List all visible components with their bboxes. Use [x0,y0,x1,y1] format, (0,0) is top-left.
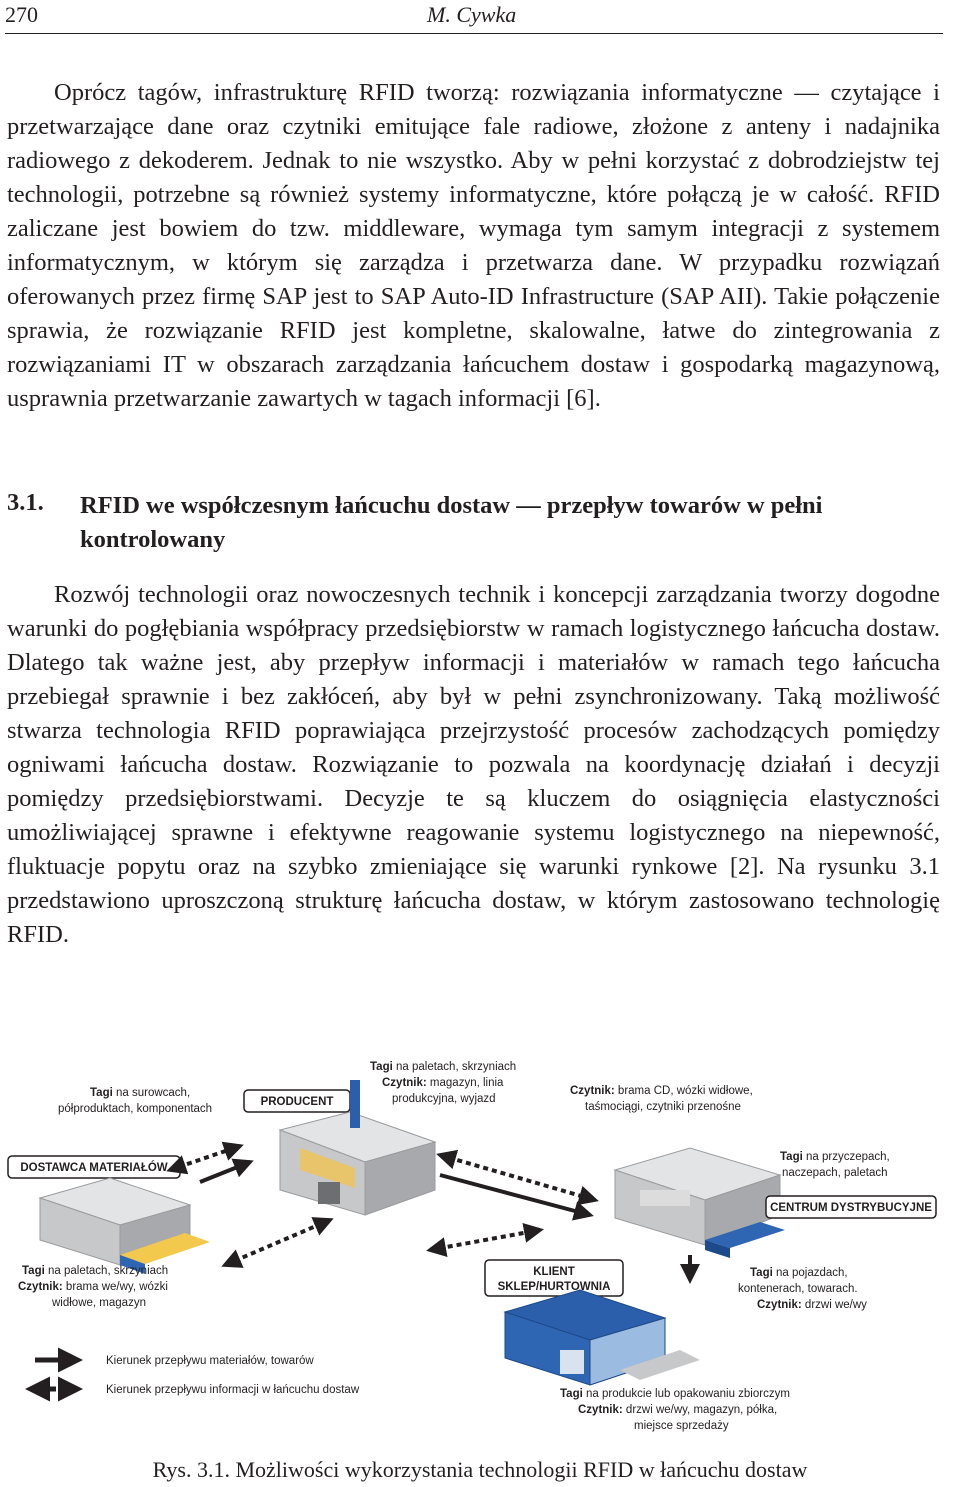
vehicle-reader-note: Czytnik: drzwi we/wy [757,1299,867,1311]
supplier-label: DOSTAWCA MATERIAŁÓW [20,1162,168,1174]
legend-info-flow-label: Kierunek przepływu informacji w łańcuchu dostaw [106,1384,360,1396]
producer-reader-note-line3: produkcyjna, wyjazd [392,1093,496,1105]
client-label-line2: SKLEP/HURTOWNIA [497,1281,611,1293]
section-title: RFID we współczesnym łańcuchu dostaw — przepływ towarów w pełni kontrolowany [80,492,823,553]
producer-tag-note: Tagi na paletach, skrzyniach [370,1061,517,1073]
raw-materials-tag-note: Tagi na surowcach, [90,1087,191,1099]
producer-reader-note: Czytnik: magazyn, linia [382,1077,504,1089]
distribution-center-label: CENTRUM DYSTRYBUCYJNE [770,1202,932,1214]
vehicle-tag-note-line2: kontenerach, towarach. [738,1283,858,1295]
supplier-reader-note-line3: widłowe, magazyn [52,1297,146,1309]
info-flow-arrow-producer-supplier [225,1220,330,1265]
paragraph-supply-chain: Rozwój technologii oraz nowoczesnych technik i koncepcji zarządzania tworzy dogodne warunki do pogłębiania współpracy przedsiębiorstw w ramach logistycznego łańcucha dostaw. Dlatego tak ważne jest, aby przepływ informacji i materiałów w ramach tego łańcucha przebiegał sprawnie i bez zakłóceń, aby był w pełni zsynchronizowany. Taką możliwość stwarza technologia RFID poprawiająca przejrzystość procesów zachodzących pomiędzy ogniwami łańcucha dostaw. Rozwiązanie to pozwala na koordynację działań i decyzji pomiędzy przedsiębiorstwami. Decyzje te są kluczem do osiągnięcia elastyczności umożliwiającej sprawne i efektywne reagowanie systemu logistycznego na niepewność, fluktuacje popytu oraz na szybko zmieniające się warunki rynkowe [2]. Na rysunku 3.1 przedstawiono uproszczoną strukturę łańcucha dostaw, w którym zastosowano technologię RFID. [7,581,940,948]
vehicle-tag-note: Tagi na pojazdach, [750,1267,848,1279]
paragraph-rfid-infrastructure: Oprócz tagów, infrastrukturę RFID tworzą: rozwiązania informatyczne — czytające i przetwarzające dane oraz czytniki emitujące fale radiowe, złożone z anteny i nadajnika radiowego z dekoderem. Jednak to nie wszystko. Aby w pełni korzystać z dobrodziejstw tej technologii, potrzebne są również systemy informatyczne, które połączą je w całość. RFID zaliczane jest bowiem do tzw. middleware, wymaga tym samym integracji z systemem informatycznym, w którym się zarządza i przetwarza dane. W przypadku rozwiązań oferowanych przez firmę SAP jest to SAP Auto-ID Infrastructure (SAP AII). Takie połączenie sprawia, że rozwiązanie RFID jest kompletne, skalowalne, łatwe do zintegrowania z rozwiązaniami IT w obszarach zarządzania łańcuchem dostaw i gospodarką magazynową, usprawnia przetwarzanie zawartych w tagach informacji [6]. [7,79,940,412]
dc-tag-note: Tagi na przyczepach, [780,1151,890,1163]
page-number: 270 [5,2,38,27]
client-label-line1: KLIENT [533,1266,575,1278]
dc-reader-note-line2: taśmociągi, czytniki przenośne [585,1101,741,1113]
info-flow-arrow-supplier-producer [170,1146,240,1170]
material-flow-arrow-supplier-producer [200,1162,250,1182]
supply-chain-figure [0,1050,960,1450]
header-rule [5,33,943,34]
dc-tag-note-line2: naczepach, paletach [782,1167,888,1179]
dc-reader-note: Czytnik: brama CD, wózki widłowe, [570,1085,753,1097]
supplier-reader-note: Czytnik: brama we/wy, wózki [18,1281,168,1293]
material-flow-arrow-producer-dc [440,1175,590,1215]
client-shop-icon [505,1290,700,1385]
raw-materials-tag-note-line2: półproduktach, komponentach [58,1103,213,1115]
info-flow-arrow-producer-dc [440,1155,595,1200]
legend-material-flow-label: Kierunek przepływu materiałów, towarów [106,1355,314,1367]
supplier-tag-note: Tagi na paletach, skrzyniach [22,1265,169,1277]
shop-tag-note: Tagi na produkcie lub opakowaniu zbiorczym [560,1388,790,1400]
running-header-author: M. Cywka [427,2,517,27]
producer-label: PRODUCENT [260,1096,334,1108]
section-number: 3.1. [7,489,44,516]
figure-caption: Rys. 3.1. Możliwości wykorzystania technologii RFID w łańcuchu dostaw [152,1457,808,1482]
shop-reader-note-line3: miejsce sprzedaży [634,1420,729,1432]
info-flow-arrow-producer-client [430,1230,540,1250]
shop-reader-note: Czytnik: drzwi we/wy, magazyn, półka, [578,1404,778,1416]
